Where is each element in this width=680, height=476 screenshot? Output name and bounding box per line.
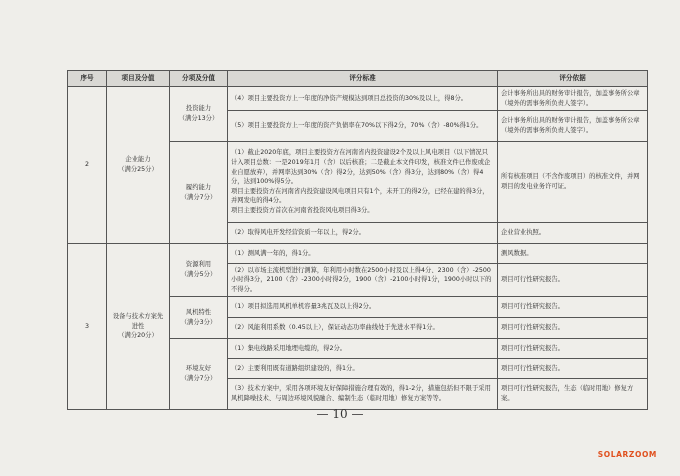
criteria-cell: （5）项目主要投资方上一年度的资产负债率在70%以下得2分，70%（含）-80%得1分。: [228, 111, 498, 142]
scoring-table: [67, 70, 648, 410]
basis-cell: 会计事务所出具的财务审计报告，加盖事务所公章（境外的需事务所负责人签字）。: [498, 87, 648, 111]
basis-cell: 所有核准项目（不含作废项目）的核准文件，并网项目的发电业务许可证。: [498, 142, 648, 223]
section-item: 企业能力 （满分25分）: [107, 87, 170, 244]
basis-cell: 项目可行性研究报告。: [498, 318, 648, 339]
subitem-name: 资源利用 （满分5分）: [170, 244, 228, 297]
subitem-name: 风机特性 （满分3分）: [170, 297, 228, 339]
criteria-cell: （2）风能利用系数（0.45以上），保证动态功率曲线处于先进水平得1分。: [228, 318, 498, 339]
criteria-cell: （1）截止2020年底，项目主要投资方在河南省内投资建设2个及以上风电项目（以下情况只计入项目总数：一是2019年1月（含）以后核准；二是截止本文件印发，核准文件已作废或企业自愿放弃），并网率达到30%（含）得2分，达到50%（含）得3分，达到80%（含）得4分，达到100%得5分。 项目主要投资方在河南省内投资建设风电项目只有1个，未开工的得2分，已经在建的得3分，并网发电的得4分。 项目主要投资方首次在河南省投资风电项目得3分。: [228, 142, 498, 223]
basis-cell: 企业营业执照。: [498, 223, 648, 244]
subitem-name: 投资能力 （满分13分）: [170, 87, 228, 142]
basis-cell: 测风数据。: [498, 244, 648, 264]
criteria-cell: （3）技术方案中，采用各项环境友好保障措施合理有效的，得1-2分，措施包括但不限于采用风机降噪技术、与周边环境风貌融合、编制生态（临时用地）修复方案等等。: [228, 379, 498, 410]
criteria-cell: （2）以市场主流机型进行测算，年利用小时数在2500小时及以上得4分、2300（含）-2500小时得3分，2100（含）-2300小时得2分，1900（含）-2100小时得1分，1900小时以下的不得分。: [228, 264, 498, 297]
basis-cell: 项目可行性研究报告。: [498, 359, 648, 379]
criteria-cell: （4）项目主要投资方上一年度的净资产规模达到项目总投资的30%及以上，得8分。: [228, 87, 498, 111]
basis-cell: 项目可行性研究报告，生态（临时用地）修复方案。: [498, 379, 648, 410]
criteria-cell: （2）主要利用既有道路组织建设的，得1分。: [228, 359, 498, 379]
table-header-row: [68, 71, 648, 87]
header-subitem: 分项及分值: [170, 71, 228, 87]
header-number: 序号: [68, 71, 107, 87]
basis-cell: 项目可行性研究报告。: [498, 339, 648, 359]
criteria-cell: （1）测风满一年的，得1分。: [228, 244, 498, 264]
criteria-cell: （1）项目拟选用风机单机容量3兆瓦及以上得2分。: [228, 297, 498, 318]
section-number: 3: [68, 244, 107, 410]
subitem-name: 履约能力 （满分7分）: [170, 142, 228, 244]
section-item: 设备与技术方案先进性 （满分20分）: [107, 244, 170, 410]
basis-cell: 会计事务所出具的财务审计报告，加盖事务所公章（境外的需事务所负责人签字）。: [498, 111, 648, 142]
subitem-name: 环境友好 （满分7分）: [170, 339, 228, 410]
basis-cell: 项目可行性研究报告。: [498, 264, 648, 297]
header-item: 项目及分值: [107, 71, 170, 87]
basis-cell: 项目可行性研究报告。: [498, 297, 648, 318]
criteria-cell: （2）取得风电开发经营资质一年以上，得2分。: [228, 223, 498, 244]
watermark: SOLARZOOM: [597, 450, 657, 459]
header-criteria: 评分标准: [228, 71, 498, 87]
table-row: [68, 87, 648, 111]
section-number: 2: [68, 87, 107, 244]
page-number: — 10 —: [316, 407, 364, 421]
criteria-cell: （1）集电线路采用地埋电缆的，得2分。: [228, 339, 498, 359]
header-basis: 评分依据: [498, 71, 648, 87]
table-row: [68, 244, 648, 264]
